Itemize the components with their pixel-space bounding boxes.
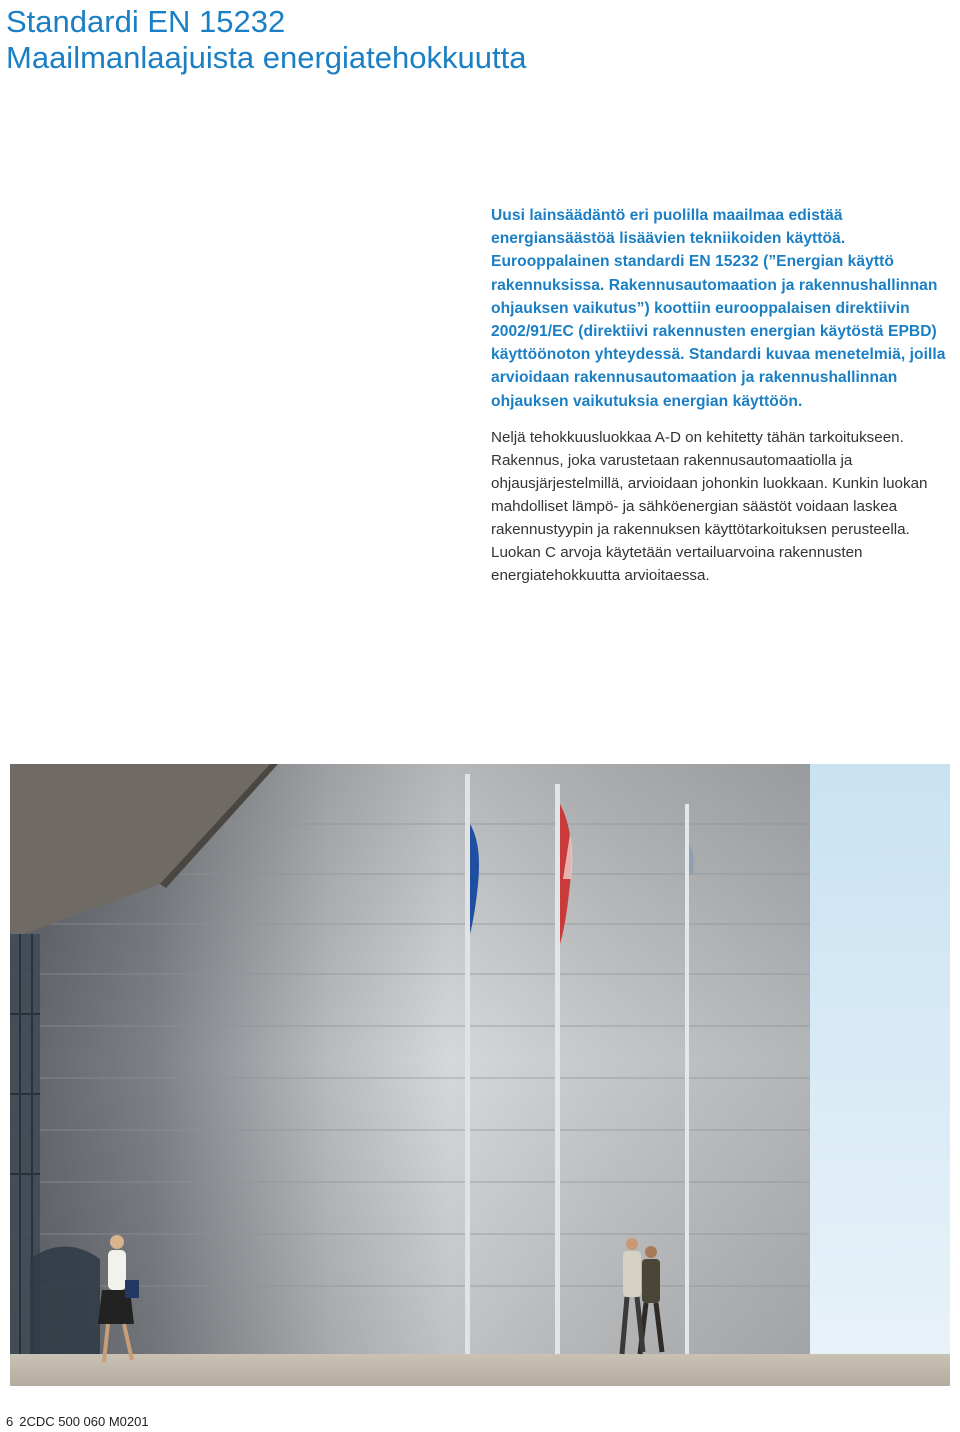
body-paragraph: Neljä tehokkuusluokkaa A-D on kehitetty tähän tarkoitukseen. Rakennus, joka varustetaan rakennusautomaatiolla ja ohjausjärjestelmillä, arvioidaan johonkin luokkaan. Kunkin luokan mahdolliset lämpö- ja sähköenergian säästöt voidaan laskea rakennustyypin ja rakennuksen käyttötarkoituksen perusteella. Luokan C arvoja käytetään vertailuarvoina rakennusten energiatehokkuutta arvioitaessa.	[491, 429, 928, 584]
title-line-2: Maailmanlaajuista energiatehokkuutta	[6, 40, 527, 75]
page-number: 6	[6, 1414, 14, 1429]
building-photo	[10, 764, 950, 1386]
page-title	[6, 4, 526, 76]
document-code: 2CDC 500 060 M0201	[19, 1414, 149, 1429]
title-line-1: Standardi EN 15232	[6, 4, 286, 39]
lead-paragraph: Uusi lainsäädäntö eri puolilla maailmaa edistää energiansäästöä lisäävien tekniikoiden käyttöä. Eurooppalainen standardi EN 15232 (”Energian käyttö rakennuksissa. Rakennusautomaation ja rakennushallinnan ohjauksen vaikutus”) koottiin eurooppalaisen direktiivin 2002/91/EC (direktiivi rakennusten energian käytöstä EPBD) käyttöönoton yhteydessä. Standardi kuvaa menetelmiä, joilla arvioidaan rakennusautomaation ja rakennushallinnan ohjauksen vaikutuksia energian käyttöön.	[491, 207, 946, 410]
page-footer	[6, 1414, 149, 1429]
